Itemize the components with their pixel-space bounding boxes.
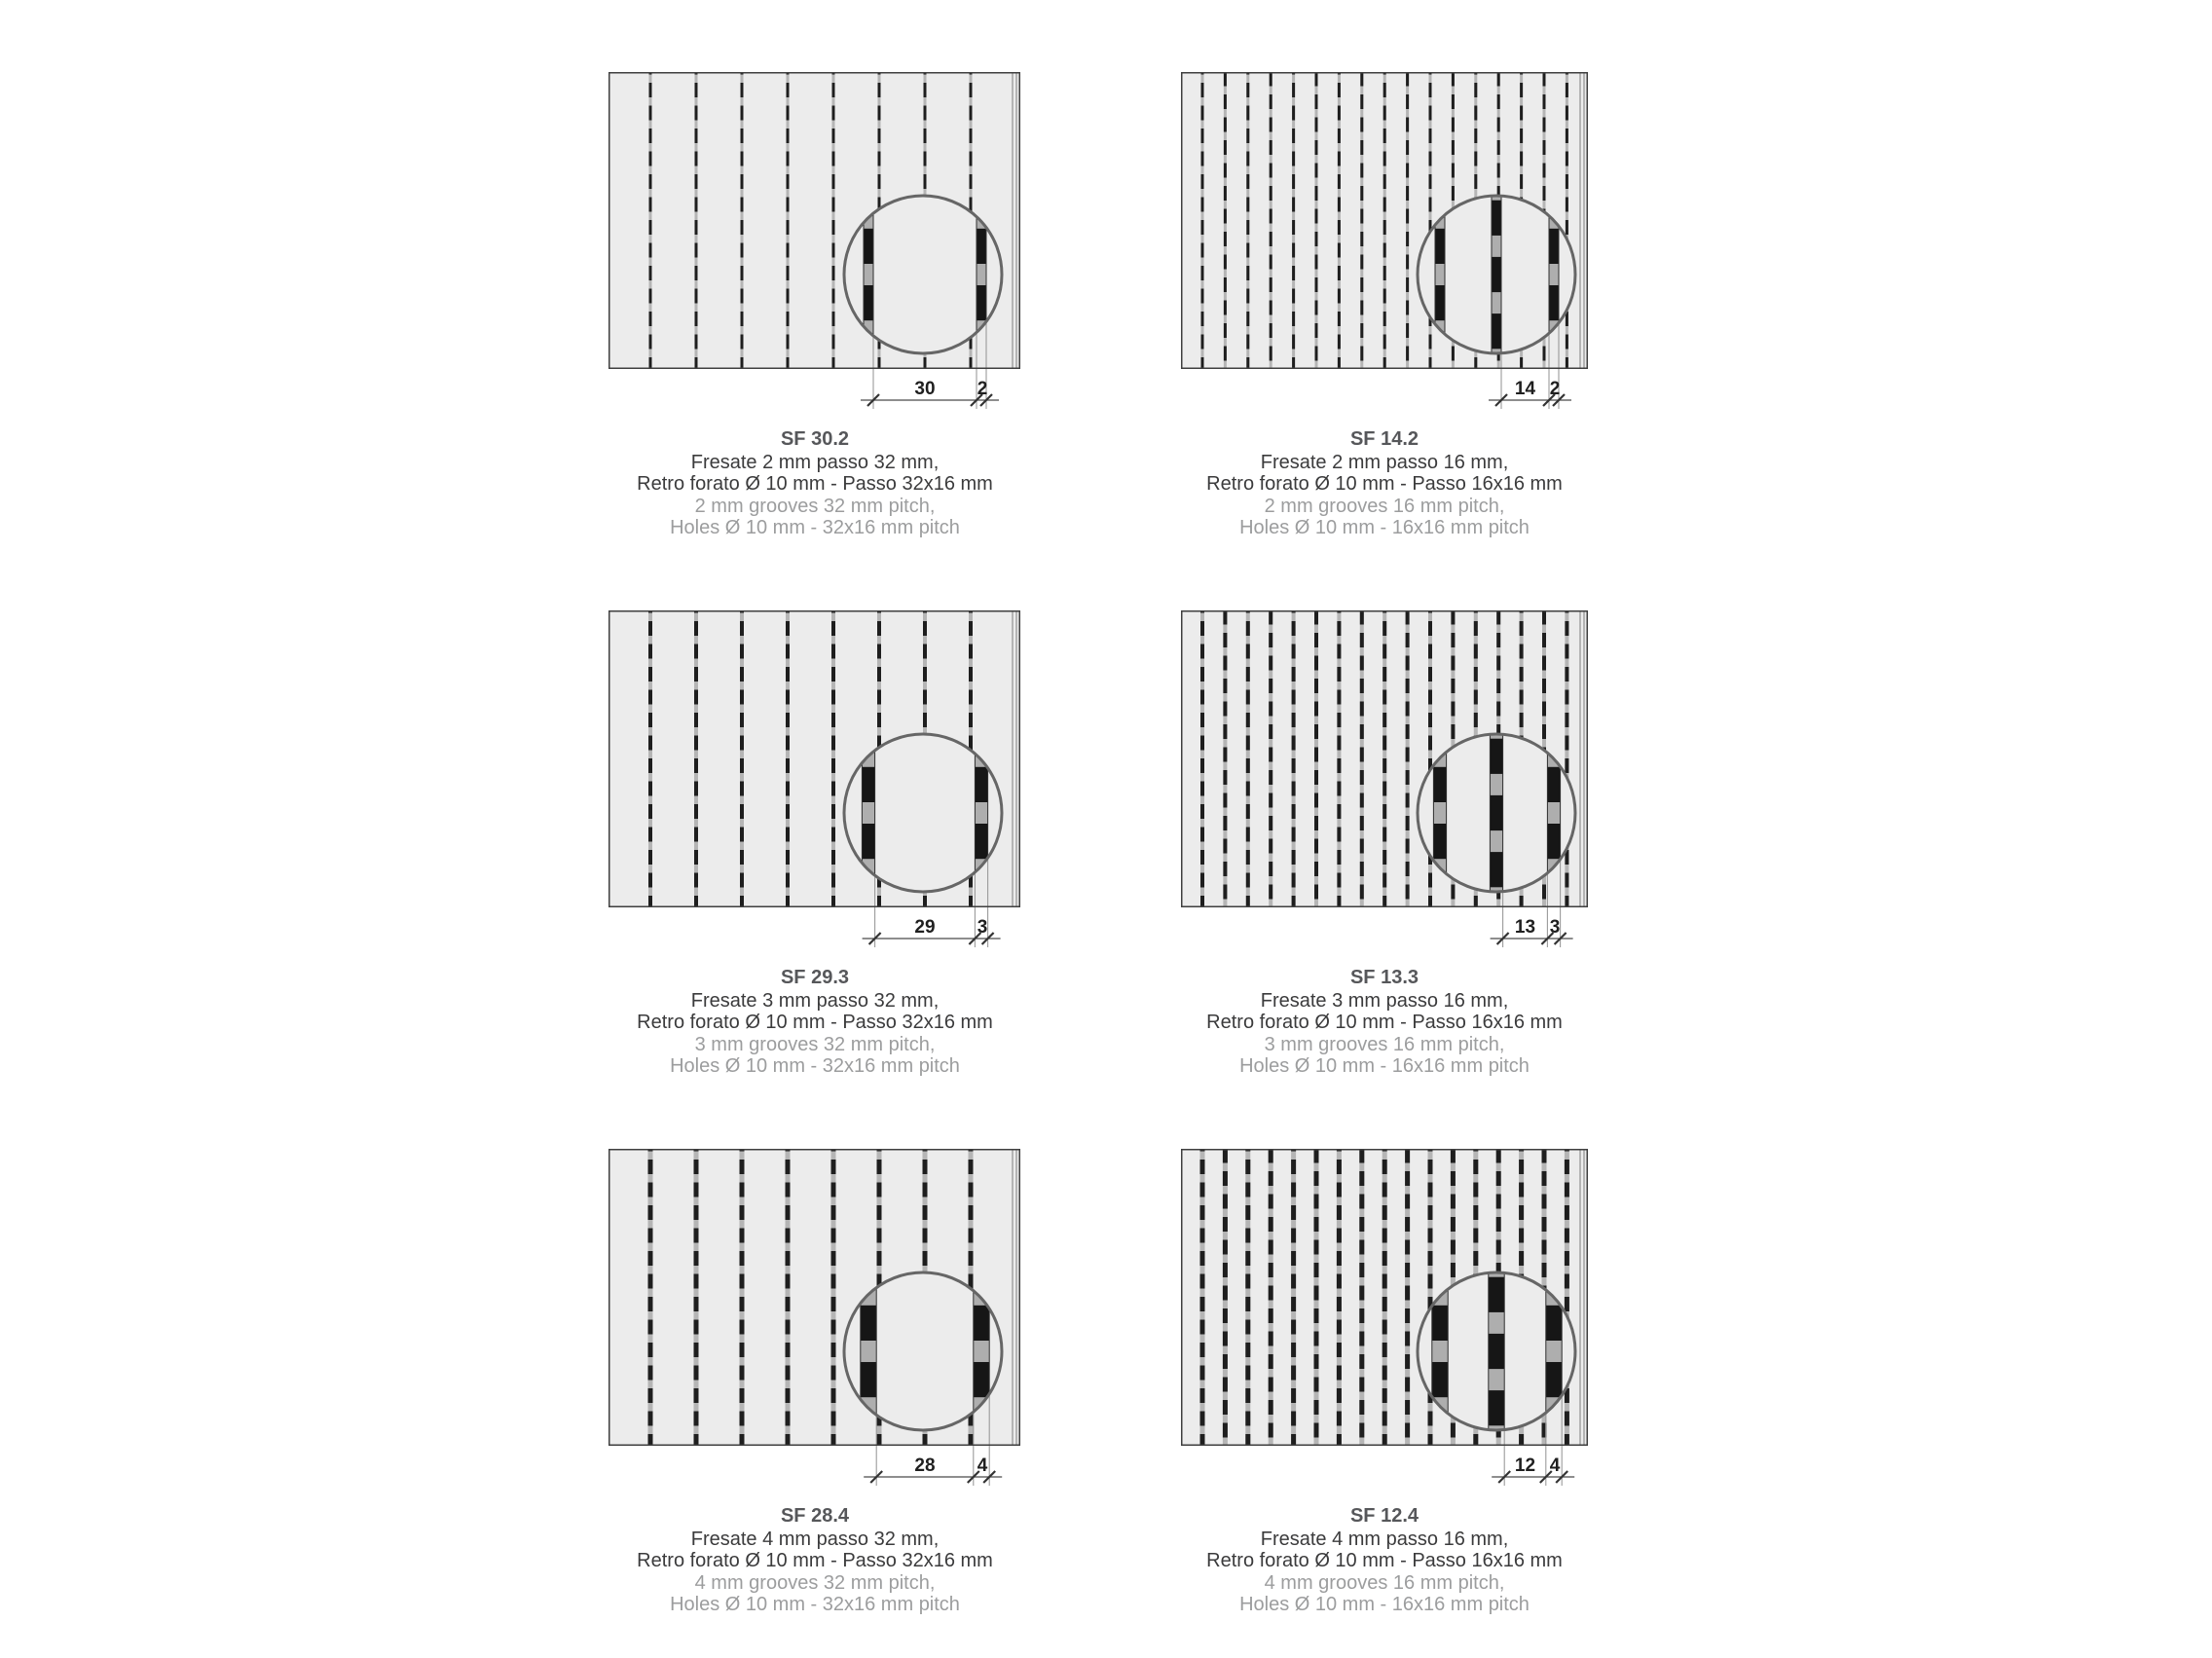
dimension-label-gap: 29 — [914, 917, 936, 938]
panel-title: SF 28.4 — [780, 1505, 850, 1527]
panel-title: SF 29.3 — [780, 967, 850, 988]
dimension-label-gap: 30 — [914, 379, 936, 399]
caption-line-english: Holes Ø 10 mm - 32x16 mm pitch — [670, 517, 960, 538]
diagram-cell-sf-28-4 — [608, 1149, 1020, 1636]
detail-circle-group — [1418, 1272, 1575, 1430]
panel-title: SF 13.3 — [1349, 967, 1419, 988]
caption-line-italian: Fresate 4 mm passo 32 mm, — [690, 1528, 940, 1550]
caption-line-english: Holes Ø 10 mm - 16x16 mm pitch — [1239, 1594, 1530, 1615]
panel-caption — [542, 428, 1088, 539]
dimension-group — [861, 379, 999, 406]
panel-drawing-svg — [608, 72, 1020, 421]
dimension-group — [864, 1455, 1002, 1483]
panel-drawing — [1181, 1149, 1588, 1502]
detail-circle-group — [1418, 734, 1575, 892]
caption-line-english: 3 mm grooves 16 mm pitch, — [1264, 1033, 1505, 1055]
caption-line-english: 3 mm grooves 32 mm pitch, — [694, 1033, 936, 1055]
caption-line-italian: Retro forato Ø 10 mm - Passo 16x16 mm — [1206, 1012, 1563, 1033]
caption-line-italian: Retro forato Ø 10 mm - Passo 16x16 mm — [1206, 473, 1563, 495]
panel-drawing-svg — [608, 610, 1020, 959]
dimension-label-gap: 14 — [1514, 379, 1536, 399]
dimension-label-gap: 13 — [1514, 917, 1536, 938]
detail-circle-group — [844, 1272, 1002, 1430]
dimension-label-gap: 28 — [914, 1455, 936, 1476]
panel-caption — [542, 967, 1088, 1078]
panel-caption — [1112, 967, 1657, 1078]
panel-drawing-svg — [1181, 1149, 1588, 1497]
detail-circle-group — [844, 196, 1002, 353]
panel-caption — [542, 1505, 1088, 1616]
caption-line-english: 2 mm grooves 16 mm pitch, — [1264, 495, 1505, 517]
diagram-cell-sf-29-3 — [608, 610, 1020, 1097]
caption-line-italian: Retro forato Ø 10 mm - Passo 32x16 mm — [637, 1012, 993, 1033]
panel-drawing-svg — [1181, 72, 1588, 421]
diagram-cell-sf-30-2 — [608, 72, 1020, 559]
detail-circle-group — [1418, 196, 1575, 353]
dimension-label-groove: 4 — [977, 1455, 988, 1476]
panel-caption — [1112, 1505, 1657, 1616]
caption-line-italian: Fresate 3 mm passo 16 mm, — [1260, 989, 1509, 1012]
caption-line-english: Holes Ø 10 mm - 32x16 mm pitch — [670, 1594, 960, 1615]
dimension-group — [863, 917, 1001, 944]
dimension-label-groove: 3 — [977, 917, 988, 938]
caption-line-italian: Fresate 4 mm passo 16 mm, — [1260, 1528, 1509, 1550]
caption-line-italian: Fresate 2 mm passo 16 mm, — [1260, 451, 1509, 473]
panel-title: SF 12.4 — [1349, 1505, 1419, 1527]
caption-line-italian: Retro forato Ø 10 mm - Passo 16x16 mm — [1206, 1550, 1563, 1571]
caption-line-italian: Retro forato Ø 10 mm - Passo 32x16 mm — [637, 1550, 993, 1571]
caption-line-italian: Fresate 2 mm passo 32 mm, — [690, 451, 940, 473]
panel-drawing — [608, 610, 1020, 964]
panel-drawing-svg — [608, 1149, 1020, 1497]
caption-line-english: 4 mm grooves 32 mm pitch, — [694, 1571, 936, 1594]
panel-caption — [1112, 428, 1657, 539]
panel-drawing — [608, 72, 1020, 425]
dimension-label-groove: 4 — [1549, 1455, 1561, 1476]
dimension-label-groove: 3 — [1549, 917, 1561, 938]
panel-drawing — [1181, 72, 1588, 425]
caption-line-english: 4 mm grooves 16 mm pitch, — [1264, 1571, 1505, 1594]
caption-line-english: Holes Ø 10 mm - 16x16 mm pitch — [1239, 517, 1530, 538]
detail-circle-group — [844, 734, 1002, 892]
panel-title: SF 14.2 — [1349, 428, 1419, 450]
diagram-cell-sf-13-3 — [1181, 610, 1588, 1097]
dimension-label-gap: 12 — [1514, 1455, 1536, 1476]
diagram-cell-sf-12-4 — [1181, 1149, 1588, 1636]
caption-line-english: Holes Ø 10 mm - 32x16 mm pitch — [670, 1055, 960, 1077]
panel-drawing-svg — [1181, 610, 1588, 959]
dimension-label-groove: 2 — [977, 379, 988, 399]
diagram-cell-sf-14-2 — [1181, 72, 1588, 559]
caption-line-english: Holes Ø 10 mm - 16x16 mm pitch — [1239, 1055, 1530, 1077]
panel-drawing — [1181, 610, 1588, 964]
caption-line-english: 2 mm grooves 32 mm pitch, — [694, 495, 936, 517]
panel-title: SF 30.2 — [780, 428, 850, 450]
caption-line-italian: Fresate 3 mm passo 32 mm, — [690, 989, 940, 1012]
dimension-label-groove: 2 — [1549, 379, 1561, 399]
panel-drawing — [608, 1149, 1020, 1502]
caption-line-italian: Retro forato Ø 10 mm - Passo 32x16 mm — [637, 473, 993, 495]
